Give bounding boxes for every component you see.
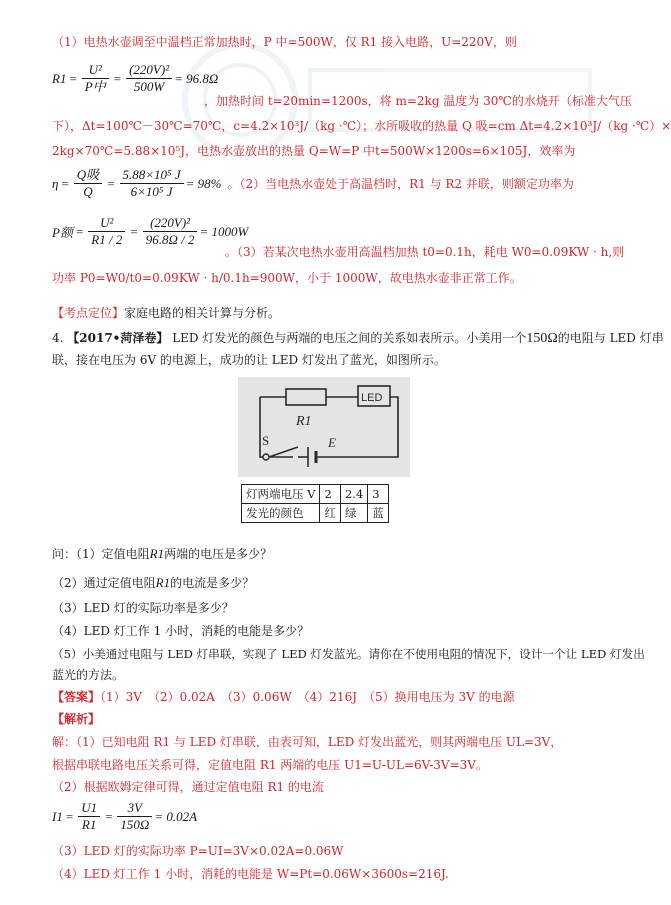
question-2 (52, 575, 254, 591)
analysis-step4: （3）LED 灯的实际功率 P=UI=3V×0.02A=0.06W (52, 844, 344, 858)
eq-i-mid-num: 3V (117, 800, 152, 817)
s-label: S (262, 433, 270, 448)
q4-source: 【2017•菏泽卷】 (67, 331, 169, 345)
table-row (242, 485, 389, 504)
q1-text-a: 问：（1）定值电阻 (52, 547, 150, 561)
eq-eta-mid-num: 5.88×10⁵ J (120, 167, 184, 184)
answer-text: （1）3V （2）0.02A （3）0.06W （4）216J （5）换用电压为 3V 的电源 (100, 690, 515, 704)
q4-resistance: 150Ω (526, 331, 558, 346)
eq-r1-result: = 96.8Ω (174, 70, 219, 86)
kaodian-text: 家庭电路的相关计算与分析。 (124, 306, 281, 320)
eq-i-mid-den: 150Ω (120, 817, 150, 832)
eq-i-den: R1 (81, 817, 97, 832)
equation-r1: R1 = $\frac{\text{U²}}{\text{P中}}$ = $\frac{\text{(220V)²}}{500W}$ = 96.8Ω (52, 62, 219, 94)
q4-text1b: 的电阻与 LED 灯串 (557, 331, 664, 345)
q4-number: 4. (52, 331, 64, 345)
analysis-step1: 解：（1）已知电阻 R1 与 LED 灯串联，由表可知，LED 灯发出蓝光，则其两端电压 UL=3V， (52, 735, 563, 749)
eq-r1-mid-den: 500W (133, 79, 165, 94)
eq-eta-mid-den: 6×10⁵ J (130, 184, 173, 199)
eq-i-lhs: I1 (52, 808, 63, 824)
eq-eta-result: = 98% (185, 175, 222, 191)
analysis-step2: 根据串联电路电压关系可得，定值电阻 R1 两端的电压 U1=U-UL=6V-3V=3V。 (52, 758, 488, 772)
part1-after-eta: 。（2）当电热水壶处于高温档时，R1 与 R2 并联，则额定功率为 (227, 176, 574, 191)
eq-p-result: = 1000W (199, 223, 249, 239)
e-label: E (328, 435, 336, 450)
eq-p-mid-den: 96.8Ω / 2 (145, 232, 195, 247)
table-row (242, 504, 389, 523)
analysis-tag (52, 711, 100, 727)
q1-text-b: 两端的电压是多少？ (164, 547, 273, 561)
part1-after-p: 。（3）若某次电热水壶用高温档加热 t0=0.1h，耗电 W0=0.09KW · h,则 (225, 245, 625, 259)
led-color-table (241, 484, 389, 523)
r1-label: R1 (296, 414, 312, 429)
analysis-tag-text: 【解析】 (52, 712, 101, 726)
analysis-step5: （4）LED 灯工作 1 小时，消耗的电能是 W=Pt=0.06W×3600s=216J. (52, 867, 449, 881)
eq-r1-num: U² (82, 62, 109, 79)
eq-p-mid-num: (220V)² (143, 215, 198, 232)
q1-r1: R1 (149, 546, 165, 561)
table-cell: 蓝 (368, 504, 389, 523)
part1-after-eq: ，加热时间 t=20min=1200s，将 m=2kg 温度为 30℃的水烧开（标准大气压 (204, 94, 632, 108)
eq-i-num: U1 (78, 800, 100, 817)
table-cell: 3 (368, 485, 389, 504)
question-5-line1: （5）小美通过电阻与 LED 灯串联，实现了 LED 灯发蓝光。请你在不使用电阻的情况下，设计一个让 LED 灯发出 (52, 647, 645, 661)
part1-line3: 下），Δt=100℃－30℃=70℃，c=4.2×10³J/（kg ·℃）；水所吸收的热量 Q 吸=cm Δt=4.2×10³J/（kg ·℃）× (52, 119, 671, 133)
analysis-step3: （2）根据欧姆定律可得，通过定值电阻 R1 的电流 (52, 780, 324, 794)
table-cell: 2.4 (340, 485, 367, 504)
eq-eta-lhs: η (52, 175, 59, 191)
eq-r1-den: P中 (84, 79, 106, 94)
equation-i: I1 = $\frac{U1}{R1}$ = $\frac{3V}{150\Omega}$ = 0.02A (52, 800, 198, 832)
question-3: （3）LED 灯的实际功率是多少？ (52, 601, 234, 615)
part1-line1: （1）电热水壶调至中温档正常加热时，P 中=500W，仅 R1 接入电路，U=220V，则 (52, 35, 517, 49)
question-5-line2: 蓝光的方法。 (52, 668, 125, 682)
circuit-svg (238, 377, 410, 477)
q4-line1 (52, 330, 664, 347)
table-cell: 2 (320, 485, 341, 504)
led-label: LED (361, 392, 383, 404)
eq-r1-mid-num: (220V)² (126, 62, 172, 79)
answer-line (52, 689, 515, 705)
table-cell: 绿 (340, 504, 367, 523)
eq-i-result: = 0.02A (154, 808, 198, 824)
eq-p-den: R1 / 2 (91, 232, 123, 247)
equation-p: P额 = $\frac{\text{U²}}{R1 / 2}$ = $\frac{\text{(220V)²}}{96.8\Omega / 2}$ = 1000W (52, 215, 249, 247)
switch-contact (263, 454, 269, 460)
eq-p-num: U² (88, 215, 125, 232)
table-cell: 发光的颜色 (242, 504, 320, 523)
resistor-symbol (286, 389, 326, 405)
equation-eta: η = $\frac{\text{Q吸}}{Q}$ = $\frac{\text{5.88×10⁵ J}}{\text{6×10⁵ J}}$ = 98% 。（2）当电热水壶处于高温档时，R1 与 R2 并联，则额定功率为 (52, 167, 574, 199)
table-cell: 灯两端电压 V (242, 485, 320, 504)
q4-text1: LED 灯发光的颜色与两端的电压之间的关系如表所示。小美用一个 (172, 331, 527, 345)
circuit-diagram (238, 377, 410, 477)
q2-text-a: （2）通过定值电阻 (52, 576, 156, 590)
eq-p-lhs: P额 (52, 225, 73, 240)
question-1 (52, 546, 272, 562)
eq-eta-num: Q吸 (74, 167, 102, 184)
question-4: （4）LED 灯工作 1 小时，消耗的电能是多少？ (52, 624, 310, 638)
eq-eta-den: Q (83, 184, 93, 199)
table-cell: 红 (320, 504, 341, 523)
part1-line-power: 功率 P0=W0/t0=0.09KW · h/0.1h=900W，小于 1000W，故电热水壶非正常工作。 (52, 271, 522, 285)
kaodian-tag: 【考点定位】 (52, 306, 125, 320)
q4-line2: 联，接在电压为 6V 的电源上，成功的让 LED 灯发出了蓝光，如图所示。 (52, 353, 446, 367)
part1-line4: 2kg×70℃=5.88×10⁵J，电热水壶放出的热量 Q=W=P 中t=500W×1200s=6×105J，效率为 (52, 144, 576, 158)
q2-text-b: 的电流是多少？ (170, 576, 255, 590)
answer-tag: 【答案】 (52, 690, 101, 704)
q2-r1: R1 (155, 575, 171, 590)
kaodian-line (52, 305, 280, 321)
eq-r1-lhs: R1 (52, 70, 67, 86)
